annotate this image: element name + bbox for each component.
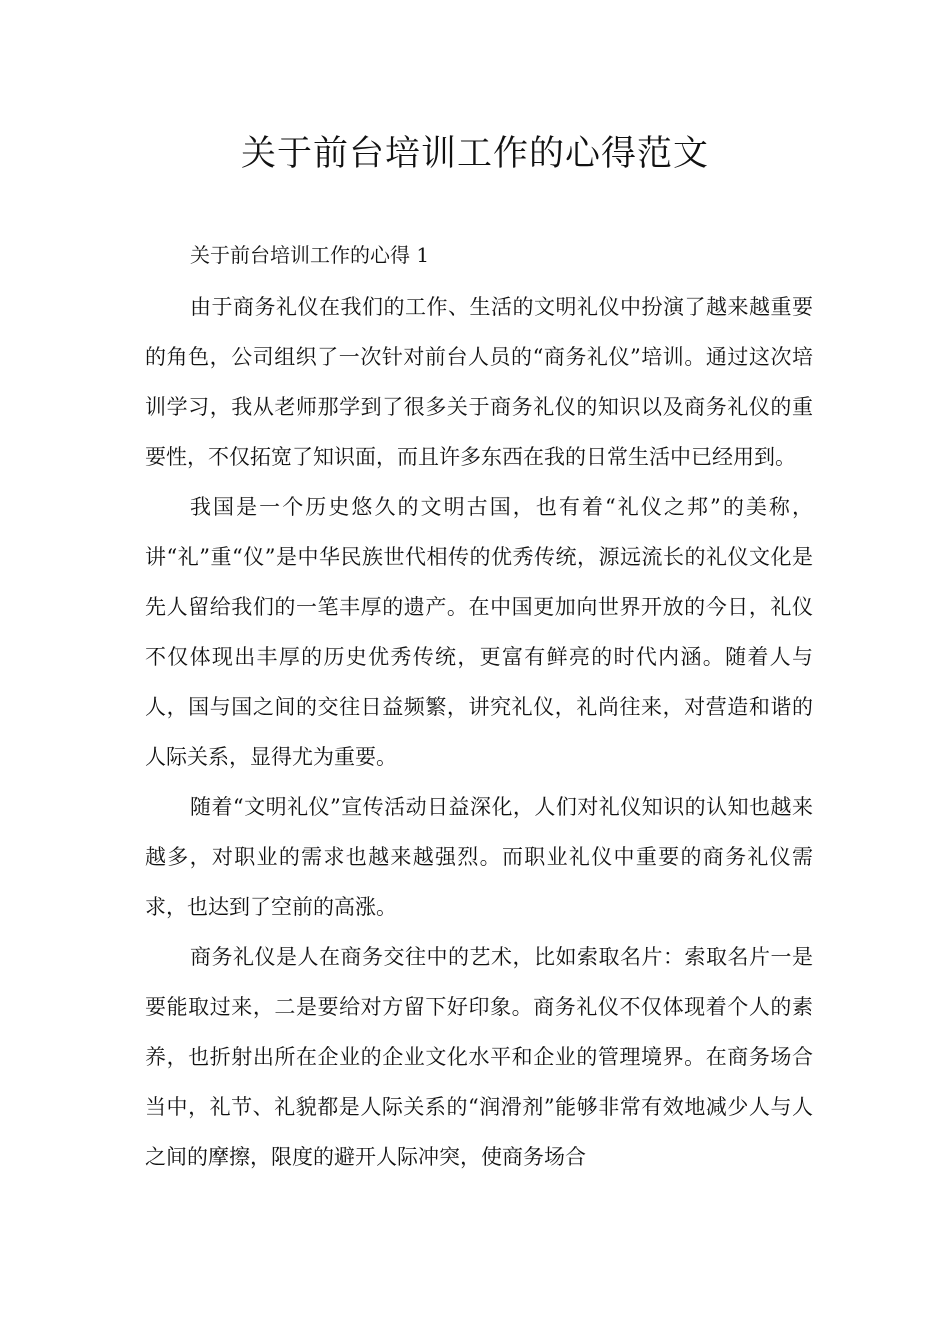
document-body: [145, 232, 813, 1182]
paragraph-2: 我国是一个历史悠久的文明古国，也有着“礼仪之邦”的美称，讲“礼”重“仪”是中华民族世代相传的优秀传统，源远流长的礼仪文化是先人留给我们的一笔丰厚的遗产。在中国更加向世界开放的今日，礼仪不仅体现出丰厚的历史优秀传统，更富有鲜亮的时代内涵。随着人与人，国与国之间的交往日益频繁，讲究礼仪，礼尚往来，对营造和谐的人际关系，显得尤为重要。: [145, 495, 813, 769]
document-title: 关于前台培训工作的心得范文: [240, 134, 709, 174]
section-heading: 关于前台培训工作的心得 1: [190, 243, 430, 267]
paragraph-4: 商务礼仪是人在商务交往中的艺术，比如索取名片：索取名片一是要能取过来，二是要给对方留下好印象。商务礼仪不仅体现着个人的素养，也折射出所在企业的企业文化水平和企业的管理境界。在商务场合当中，礼节、礼貌都是人际关系的“润滑剂”能够非常有效地减少人与人之间的摩擦，限度的避开人际冲突，使商务场合: [145, 945, 813, 1169]
paragraph-3: 随着“文明礼仪”宣传活动日益深化，人们对礼仪知识的认知也越来越多，对职业的需求也越来越强烈。而职业礼仪中重要的商务礼仪需求，也达到了空前的高涨。: [145, 795, 813, 919]
paragraph-1: 由于商务礼仪在我们的工作、生活的文明礼仪中扮演了越来越重要的角色，公司组织了一次针对前台人员的“商务礼仪”培训。通过这次培训学习，我从老师那学到了很多关于商务礼仪的知识以及商务礼仪的重要性，不仅拓宽了知识面，而且许多东西在我的日常生活中已经用到。: [145, 295, 813, 469]
